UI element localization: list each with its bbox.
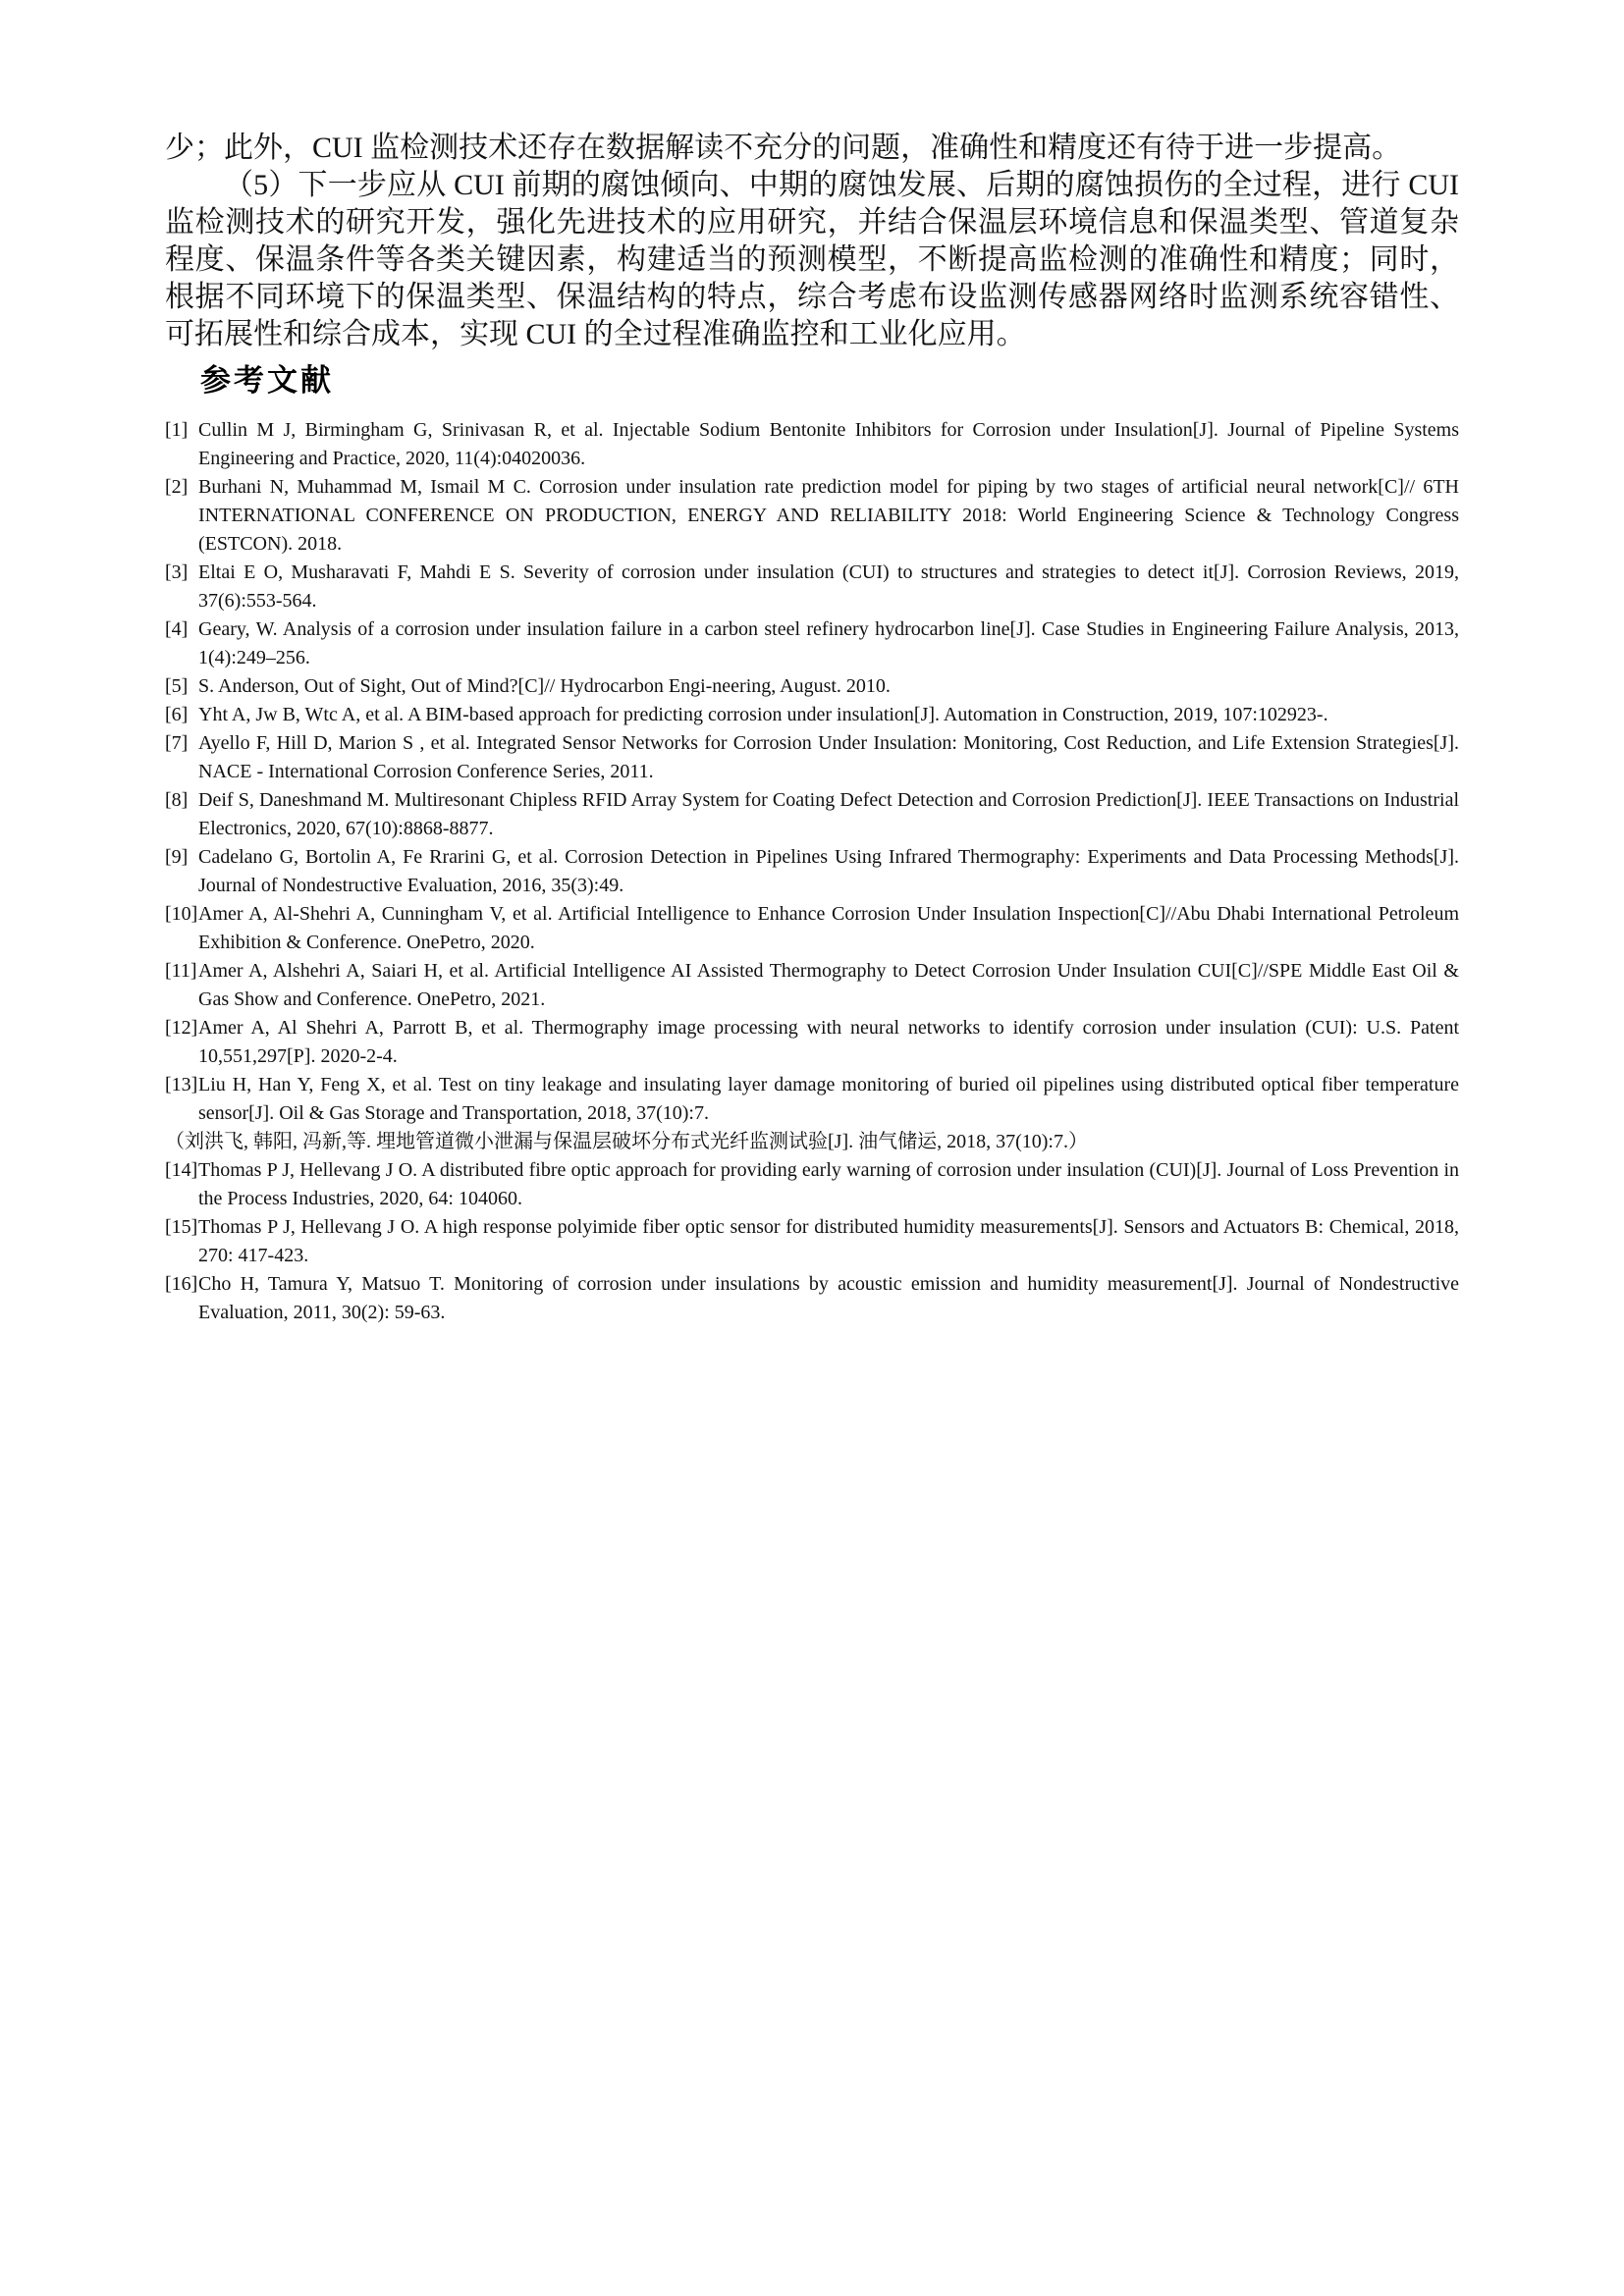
reference-label: [3] — [165, 561, 189, 583]
reference-text: Thomas P J, Hellevang J O. A high response polyimide fiber optic sensor for distributed humidity measurements[J]. Sensors and Actuators B: Chemical, 2018, 270: 417-423. — [198, 1216, 1459, 1266]
references-heading: 参考文献 — [200, 363, 334, 398]
reference-item — [165, 1014, 1459, 1071]
reference-item — [165, 729, 1459, 786]
references-list — [165, 416, 1459, 1327]
reference-label: [7] — [165, 732, 189, 754]
reference-label: [2] — [165, 476, 189, 498]
paragraph-future-work: （5）下一步应从 CUI 前期的腐蚀倾向、中期的腐蚀发展、后期的腐蚀损伤的全过程，进行 CUI 监检测技术的研究开发，强化先进技术的应用研究，并结合保温层环境信息和保温类型、管道复杂程度、保温条件等各类关键因素，构建适当的预测模型，不断提高监检测的准确性和精度；同时，根据不同环境下的保温类型、保温结构的特点，综合考虑布设监测传感器网络时监测系统容错性、可拓展性和综合成本，实现 CUI 的全过程准确监控和工业化应用。 — [165, 169, 1459, 350]
reference-item — [165, 1156, 1459, 1213]
reference-text: Thomas P J, Hellevang J O. A distributed fibre optic approach for providing early warning of corrosion under insulation (CUI)[J]. Journal of Loss Prevention in the Process Industries, 2020, 64: 104060. — [198, 1159, 1459, 1209]
reference-text: Ayello F, Hill D, Marion S , et al. Integrated Sensor Networks for Corrosion Under Insulation: Monitoring, Cost Reduction, and Life Extension Strategies[J]. NACE - International Corrosion Conference Series, 2011. — [198, 732, 1459, 782]
reference-label: [6] — [165, 704, 189, 725]
reference-text: Yht A, Jw B, Wtc A, et al. A BIM-based approach for predicting corrosion under insulation[J]. Automation in Construction, 2019, 107:102923-. — [198, 704, 1328, 725]
reference-text: S. Anderson, Out of Sight, Out of Mind?[C]// Hydrocarbon Engi-neering, August. 2010. — [198, 675, 891, 697]
reference-item — [165, 786, 1459, 843]
reference-text: Deif S, Daneshmand M. Multiresonant Chipless RFID Array System for Coating Defect Detection and Corrosion Prediction[J]. IEEE Transactions on Industrial Electronics, 2020, 67(10):8868-8877. — [198, 789, 1459, 839]
reference-item — [165, 1270, 1459, 1327]
reference-label: [16] — [165, 1273, 198, 1295]
reference-text: Liu H, Han Y, Feng X, et al. Test on tiny leakage and insulating layer damage monitoring of buried oil pipelines using distributed optical fiber temperature sensor[J]. Oil & Gas Storage and Transportation, 2018, 37(10):7. — [198, 1074, 1459, 1124]
reference-item — [165, 843, 1459, 900]
paragraph-cui-issues: 少；此外，CUI 监检测技术还存在数据解读不充分的问题，准确性和精度还有待于进一步提高。 — [165, 132, 1402, 164]
reference-label: [14] — [165, 1159, 198, 1181]
reference-item — [165, 615, 1459, 672]
reference-label: [8] — [165, 789, 189, 811]
reference-label: [15] — [165, 1216, 198, 1238]
reference-label: [12] — [165, 1017, 198, 1039]
reference-label: [5] — [165, 675, 189, 697]
reference-text: Amer A, Alshehri A, Saiari H, et al. Artificial Intelligence AI Assisted Thermography to Detect Corrosion Under Insulation CUI[C]//SPE Middle East Oil & Gas Show and Conference. OnePetro, 2021. — [198, 960, 1459, 1010]
reference-label: [4] — [165, 618, 189, 640]
reference-item — [165, 900, 1459, 957]
reference-item — [165, 1213, 1459, 1270]
reference-item — [165, 559, 1459, 615]
reference-text: （刘洪飞, 韩阳, 冯新,等. 埋地管道微小泄漏与保温层破坏分布式光纤监测试验[J]. 油气储运, 2018, 37(10):7.） — [165, 1131, 1088, 1152]
reference-text: Cho H, Tamura Y, Matsuo T. Monitoring of corrosion under insulations by acoustic emission and humidity measurement[J]. Journal of Nondestructive Evaluation, 2011, 30(2): 59-63. — [198, 1273, 1459, 1323]
reference-label: [10] — [165, 903, 198, 925]
reference-text: Amer A, Al Shehri A, Parrott B, et al. Thermography image processing with neural networks to identify corrosion under insulation (CUI): U.S. Patent 10,551,297[P]. 2020-2-4. — [198, 1017, 1459, 1067]
reference-label: [9] — [165, 846, 189, 868]
reference-label: [1] — [165, 419, 189, 441]
reference-item — [165, 672, 1459, 701]
reference-item — [165, 416, 1459, 473]
reference-item — [165, 957, 1459, 1014]
reference-item-chinese-translation — [165, 1128, 1459, 1156]
reference-item — [165, 701, 1459, 729]
reference-text: Eltai E O, Musharavati F, Mahdi E S. Severity of corrosion under insulation (CUI) to structures and strategies to detect it[J]. Corrosion Reviews, 2019, 37(6):553-564. — [198, 561, 1459, 612]
reference-text: Amer A, Al-Shehri A, Cunningham V, et al. Artificial Intelligence to Enhance Corrosion Under Insulation Inspection[C]//Abu Dhabi International Petroleum Exhibition & Conference. OnePetro, 2020. — [198, 903, 1459, 953]
reference-text: Geary, W. Analysis of a corrosion under insulation failure in a carbon steel refinery hydrocarbon line[J]. Case Studies in Engineering Failure Analysis, 2013, 1(4):249–256. — [198, 618, 1459, 668]
reference-item — [165, 1071, 1459, 1128]
reference-text: Cadelano G, Bortolin A, Fe Rrarini G, et al. Corrosion Detection in Pipelines Using Infrared Thermography: Experiments and Data Processing Methods[J]. Journal of Nondestructive Evaluation, 2016, 35(3):49. — [198, 846, 1459, 896]
reference-text: Burhani N, Muhammad M, Ismail M C. Corrosion under insulation rate prediction model for piping by two stages of artificial neural network[C]// 6TH INTERNATIONAL CONFERENCE ON PRODUCTION, ENERGY AND RELIABILITY 2018: World Engineering Science & Technology Congress (ESTCON). 2018. — [198, 476, 1459, 555]
reference-text: Cullin M J, Birmingham G, Srinivasan R, et al. Injectable Sodium Bentonite Inhibitors for Corrosion under Insulation[J]. Journal of Pipeline Systems Engineering and Practice, 2020, 11(4):04020036. — [198, 419, 1459, 469]
reference-label: [11] — [165, 960, 197, 982]
reference-label: [13] — [165, 1074, 198, 1095]
reference-item — [165, 473, 1459, 559]
